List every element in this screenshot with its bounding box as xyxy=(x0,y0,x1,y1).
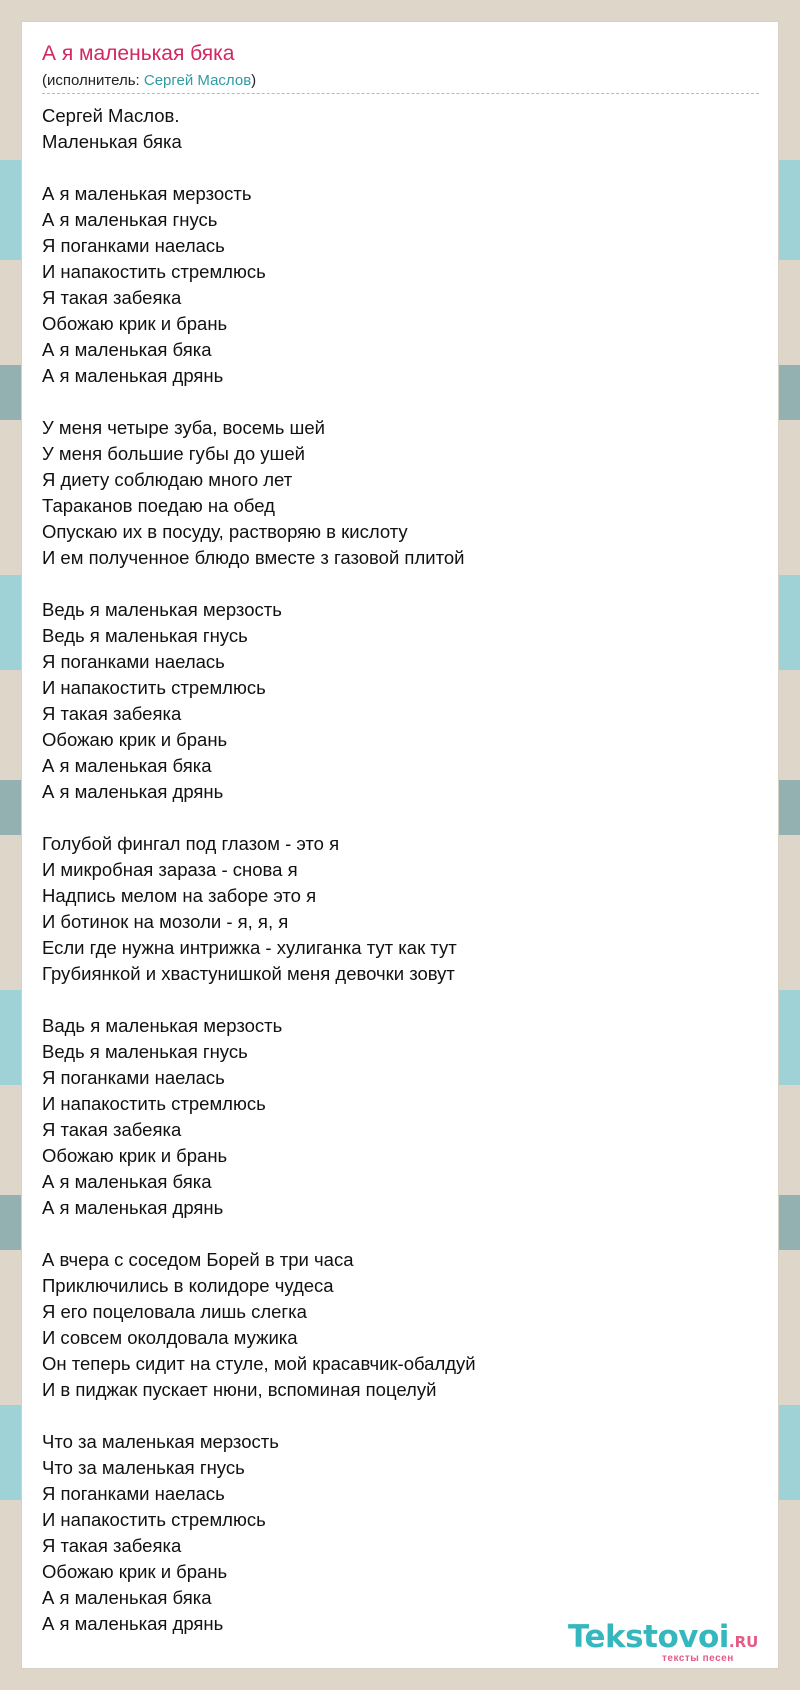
lyric-line: Маленькая бяка xyxy=(42,131,182,152)
lyric-line: Ведь я маленькая гнусь xyxy=(42,625,248,646)
lyric-line: А я маленькая бяка xyxy=(42,1171,212,1192)
lyric-line: Тараканов поедаю на обед xyxy=(42,495,275,516)
lyric-line: А я маленькая мерзость xyxy=(42,183,252,204)
lyric-line: Грубиянкой и хвастунишкой меня девочки зовут xyxy=(42,963,455,984)
logo-main-text: Tekstovoi xyxy=(568,1619,729,1655)
lyric-line: Обожаю крик и брань xyxy=(42,1561,228,1582)
lyric-line: У меня большие губы до ушей xyxy=(42,443,305,464)
lyric-line: А я маленькая дрянь xyxy=(42,1613,224,1634)
lyric-line: Приключились в колидоре чудеса xyxy=(42,1275,334,1296)
lyric-line: А я маленькая бяка xyxy=(42,755,212,776)
lyric-line: Я поганками наелась xyxy=(42,235,225,256)
lyric-line: А я маленькая дрянь xyxy=(42,1197,224,1218)
lyric-line: А вчера с соседом Борей в три часа xyxy=(42,1249,354,1270)
lyric-line: А я маленькая гнусь xyxy=(42,209,218,230)
lyric-line: Я такая забеяка xyxy=(42,1535,182,1556)
stanza-gap xyxy=(42,389,758,415)
lyric-line: Голубой фингал под глазом - это я xyxy=(42,833,340,854)
song-title: А я маленькая бяка xyxy=(42,42,235,65)
lyrics-text xyxy=(42,103,758,1637)
logo-tagline: тексты песен xyxy=(662,1653,734,1664)
lyric-line: Обожаю крик и брань xyxy=(42,1145,228,1166)
lyric-line: Я такая забеяка xyxy=(42,1119,182,1140)
stanza-gap xyxy=(42,1221,758,1247)
lyric-line: Я поганками наелась xyxy=(42,651,225,672)
lyric-line: И напакостить стремлюсь xyxy=(42,677,266,698)
lyric-line: А я маленькая дрянь xyxy=(42,365,224,386)
lyric-line: Обожаю крик и брань xyxy=(42,729,228,750)
lyrics-card xyxy=(22,22,778,1668)
lyric-line: Если где нужна интрижка - хулиганка тут как тут xyxy=(42,937,457,958)
lyric-line: И напакостить стремлюсь xyxy=(42,261,266,282)
stanza-gap xyxy=(42,155,758,181)
stanza-gap xyxy=(42,987,758,1013)
lyric-line: Сергей Маслов. xyxy=(42,105,180,126)
lyric-line: А я маленькая бяка xyxy=(42,339,212,360)
lyric-line: Я его поцеловала лишь слегка xyxy=(42,1301,307,1322)
lyric-line: И напакостить стремлюсь xyxy=(42,1093,266,1114)
lyric-line: Я диету соблюдаю много лет xyxy=(42,469,293,490)
stanza-gap xyxy=(42,1403,758,1429)
lyric-line: И ботинок на мозоли - я, я, я xyxy=(42,911,289,932)
lyric-line: И ем полученное блюдо вместе з газовой плитой xyxy=(42,547,465,568)
lyric-line: Я такая забеяка xyxy=(42,703,182,724)
lyric-line: Я такая забеяка xyxy=(42,287,182,308)
lyric-line: Обожаю крик и брань xyxy=(42,313,228,334)
lyric-line: И микробная зараза - снова я xyxy=(42,859,298,880)
lyric-line: Ведь я маленькая мерзость xyxy=(42,599,282,620)
stanza-gap xyxy=(42,571,758,597)
artist-prefix: (исполнитель: xyxy=(42,72,144,89)
lyric-line: У меня четыре зуба, восемь шей xyxy=(42,417,325,438)
lyric-line: Надпись мелом на заборе это я xyxy=(42,885,317,906)
lyric-line: Опускаю их в посуду, растворяю в кислоту xyxy=(42,521,408,542)
lyric-line: И в пиджак пускает нюни, вспоминая поцелуй xyxy=(42,1379,437,1400)
lyric-line: А я маленькая бяка xyxy=(42,1587,212,1608)
lyric-line: И совсем околдовала мужика xyxy=(42,1327,298,1348)
title-divider xyxy=(42,93,759,94)
logo-tld: .RU xyxy=(728,1633,759,1651)
lyric-line: Вадь я маленькая мерзость xyxy=(42,1015,283,1036)
stanza-gap xyxy=(42,805,758,831)
lyric-line: И напакостить стремлюсь xyxy=(42,1509,266,1530)
lyric-line: Что за маленькая гнусь xyxy=(42,1457,245,1478)
lyric-line: Что за маленькая мерзость xyxy=(42,1431,279,1452)
artist-line xyxy=(42,72,256,89)
lyric-line: А я маленькая дрянь xyxy=(42,781,224,802)
lyric-line: Ведь я маленькая гнусь xyxy=(42,1041,248,1062)
lyric-line: Я поганками наелась xyxy=(42,1067,225,1088)
artist-suffix: ) xyxy=(251,72,257,89)
lyric-line: Он теперь сидит на стуле, мой красавчик-обалдуй xyxy=(42,1353,476,1374)
tekstovoi-logo[interactable] xyxy=(568,1620,768,1664)
lyric-line: Я поганками наелась xyxy=(42,1483,225,1504)
artist-link[interactable]: Сергей Маслов xyxy=(143,72,252,89)
